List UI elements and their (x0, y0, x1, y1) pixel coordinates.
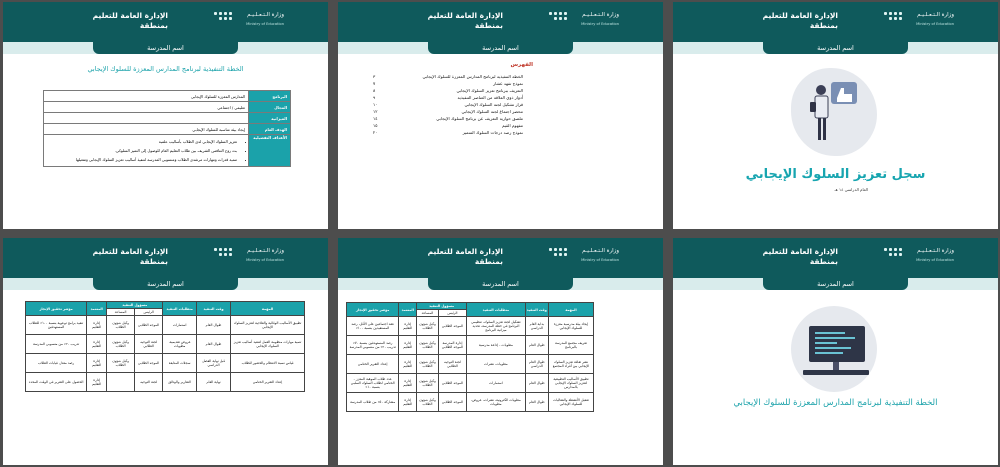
page-header (3, 238, 328, 278)
col-main: الرئيس (134, 309, 162, 316)
cell-assist (107, 373, 135, 392)
toc-item-label: قرار تشكيل لجنة السلوك الإيجابي (464, 102, 523, 107)
ministry-name: وزارة الـتـعـلـيـم (917, 12, 954, 18)
info-value: المدارس المعززة للسلوك الإيجابي (44, 91, 249, 102)
cell-req: مطويات، نشرات (467, 355, 526, 374)
cell-assist: وكيل شؤون الطلاب (417, 336, 439, 355)
cell-req: استمارات (467, 374, 526, 393)
toc-item[interactable] (373, 94, 523, 101)
cell-indicator: عقد اجتماعين على الأقل، رصد المستفيدين بنسبة ١٠٠٪ (347, 317, 399, 336)
toc-item-page: ٧ (373, 81, 376, 86)
dept-line2: بمنطقة (474, 21, 503, 31)
cell-time: طوال العام الدراسي (525, 355, 548, 374)
cell-req: مطويات - إذاعة مدرسية (467, 336, 526, 355)
info-label: الهدف العام (249, 124, 291, 135)
page-plan-title (673, 238, 998, 465)
toc-heading: الفهرس (510, 62, 533, 68)
toc-item[interactable] (373, 122, 523, 129)
toc-item[interactable] (373, 73, 523, 80)
col-assistant: المساعد (107, 309, 135, 316)
col-time: وقت التنفيذ (525, 303, 548, 317)
school-name-tab: اسم المدرسة (763, 42, 908, 54)
toc-item-label: مفهوم القيم (502, 123, 523, 128)
logo-mark-icon (543, 248, 567, 258)
ministry-name: وزارة الـتـعـلـيـم (917, 248, 954, 254)
cell-time: نهاية العام (196, 373, 230, 392)
plan-title: الخطة التنفيذية لبرنامج المدارس المعززة للسلوك الإيجابي (733, 398, 938, 408)
toc-item-label: نموذج تفهد عشار (493, 81, 523, 86)
info-row (44, 102, 291, 113)
header-band (338, 42, 663, 54)
objective-item: • تعزيز السلوك الإيجابي لدى الطلاب بأساليب علمية (47, 139, 237, 144)
page-cover (673, 2, 998, 229)
cell-main: الموجه الطلابي (134, 354, 162, 373)
col-indicator: مؤشر تحقيق الإنجاز (26, 302, 87, 316)
cell-time: طوال العام (525, 393, 548, 412)
dept-line2: بمنطقة (809, 257, 838, 267)
col-main: الرئيس (438, 310, 466, 317)
department-name (763, 247, 838, 267)
col-time: وقت التنفيذ (196, 302, 230, 316)
toc-item-page: ٩ (373, 95, 376, 100)
cell-time: طوال العام (525, 374, 548, 393)
cell-main: لجنة التوجيه الطلابي (134, 335, 162, 354)
toc-item[interactable] (373, 80, 523, 87)
cell-assist: وكيل شؤون الطلاب (417, 374, 439, 393)
cell-task: قياس نسبة الانتظام والحضور للطلاب (231, 354, 305, 373)
cell-approver: إدارة التعليم (399, 336, 417, 355)
department-name (428, 247, 503, 267)
cell-task: تطبيق الأساليب الوقائية والعلاجية لتعزيز السلوك الإيجابي (231, 316, 305, 335)
dept-line2: بمنطقة (139, 21, 168, 31)
logo-mark-icon (878, 12, 902, 22)
school-name-tab: اسم المدرسة (93, 278, 238, 290)
cell-indicator: إعداد التقرير الختامي (347, 355, 399, 374)
table-row (347, 317, 594, 336)
col-indicator: مؤشر تحقيق الإنجاز (347, 303, 399, 317)
cell-main: الموجه الطلابي (438, 317, 466, 336)
logo-mark-icon (543, 12, 567, 22)
toc-item-page: ٣ (373, 74, 376, 79)
cell-indicator: عدد طلاب الموهبة المعزز - الختامي لطلاب السلوك السلبي بنسبة ١٠٪ (347, 374, 399, 393)
dept-line1: الإدارة العامة للتعليم (762, 11, 838, 20)
toc-item-label: نموذج رصد درجات السلوك المتميز (462, 130, 523, 135)
ministry-name-en: Ministry of Education (916, 22, 954, 26)
dept-line1: الإدارة العامة للتعليم (427, 247, 503, 256)
ministry-name-en: Ministry of Education (581, 258, 619, 262)
table-row (26, 335, 305, 354)
toc-item-page: ٨ (373, 88, 376, 93)
toc-item-label: ملصق حوارية التعريف عن برنامج السلوك الإيجابي (436, 116, 523, 121)
cell-main: لجنة التوجيه الطلابي (438, 355, 466, 374)
ministry-name: وزارة الـتـعـلـيـم (582, 248, 619, 254)
cell-time: بداية العام الدراسي (525, 317, 548, 336)
school-name-tab: اسم المدرسة (428, 278, 573, 290)
cell-assist: وكيل شؤون الطلاب (107, 316, 135, 335)
cell-indicator: تنفيذ برامج توعوية بنسبة ١٠٠٪ للطلاب المستهدفين (26, 316, 87, 335)
table-row (347, 355, 594, 374)
info-label: البرنامج (249, 91, 291, 102)
objectives-list (47, 139, 245, 162)
school-name-tab: اسم المدرسة (428, 42, 573, 54)
cell-approver: إدارة التعليم (399, 374, 417, 393)
cover-title: سجل تعزيز السلوك الإيجابي (745, 167, 926, 182)
cell-indicator: مشاركة ٥٠٪ من طلاب المدرسة (347, 393, 399, 412)
cell-indicator: تدريب ٢٠٪ من منسوبي المدرسة (26, 335, 87, 354)
cell-time: قبل نهاية الفصل الدراسي (196, 354, 230, 373)
cell-req: استمارات (163, 316, 197, 335)
ministry-name-en: Ministry of Education (581, 22, 619, 26)
cell-time: طوال العام (196, 316, 230, 335)
cell-req: مطويات الكترونية، نشرات، عروض، مطويات (467, 393, 526, 412)
ministry-name: وزارة الـتـعـلـيـم (247, 248, 284, 254)
academic-year: العام الدراسي ١٤ هـ (834, 187, 868, 192)
page-header (3, 2, 328, 42)
col-task: المهمة (548, 303, 593, 317)
execution-plan-table (346, 302, 594, 412)
table-row (347, 393, 594, 412)
page-plan-info (3, 2, 328, 229)
cell-task: تطبيق الأساليب التطبيقية لتعزيز السلوك الإيجابي بالمدارس (548, 374, 593, 393)
cell-approver: إدارة التعليم (399, 355, 417, 374)
dept-line1: الإدارة العامة للتعليم (762, 247, 838, 256)
toc-item-page: ٢٠ (373, 130, 378, 135)
info-row (44, 113, 291, 124)
ministry-logo (876, 10, 954, 34)
objectives-label: الأهداف التفصيلية (249, 135, 291, 167)
school-name-tab: اسم المدرسة (763, 278, 908, 290)
department-name (93, 247, 168, 267)
ministry-name-en: Ministry of Education (246, 258, 284, 262)
page-header (338, 238, 663, 278)
info-row (44, 91, 291, 102)
page-header (338, 2, 663, 42)
toc-item[interactable] (373, 87, 523, 94)
cell-task: إيجاد بيئة مدرسية معززة للسلوك الإيجابي (548, 317, 593, 336)
page-toc (338, 2, 663, 229)
cell-req: عروض تقديمية، مطويات (163, 335, 197, 354)
col-task: المهمة (231, 302, 305, 316)
program-info-table (43, 90, 291, 167)
info-label: المجال (249, 102, 291, 113)
logo-mark-icon (208, 12, 232, 22)
ministry-logo (206, 10, 284, 34)
cell-indicator: الحصول على التقرير في الوقت المحدد (26, 373, 87, 392)
execution-plan-table (25, 301, 305, 392)
header-band (673, 42, 998, 54)
cell-approver: إدارة التعليم (399, 317, 417, 336)
ministry-name-en: Ministry of Education (916, 258, 954, 262)
cell-main: الموجه الطلابي (438, 393, 466, 412)
dept-line2: بمنطقة (139, 257, 168, 267)
objectives-row (44, 135, 291, 167)
cell-task: تنمية مهارات منظومة العمل لتنفيذ أساليب تعزيز السلوك الإيجابي (231, 335, 305, 354)
toc-item-page: ١٠ (373, 102, 378, 107)
cell-approver: إدارة التعليم (87, 335, 107, 354)
cell-assist: وكيل شؤون الطلاب (417, 355, 439, 374)
info-row (44, 124, 291, 135)
cell-main: الموجه الطلابي (438, 374, 466, 393)
table-row (26, 316, 305, 335)
toc-item-label: التعريف ببرنامج تعزيز السلوك الإيجابي (456, 88, 523, 93)
header-band (338, 278, 663, 290)
page-plan-table-2 (3, 238, 328, 465)
page-header (673, 2, 998, 42)
info-value (44, 113, 249, 124)
monitor-icon (809, 326, 865, 362)
ministry-name: وزارة الـتـعـلـيـم (582, 12, 619, 18)
ministry-logo (541, 246, 619, 270)
cell-approver: إدارة التعليم (87, 316, 107, 335)
cell-req: سجلات المتابعة (163, 354, 197, 373)
toc-item-label: محضر اجتماع لجنة السلوك الإيجابي (461, 109, 523, 114)
toc-item-label: أدوار ذوي العلاقة من العناصر التنفيذية (457, 95, 523, 100)
cell-task: إعداد التقرير الختامي (231, 373, 305, 392)
info-label: الميزانية (249, 113, 291, 124)
table-row (347, 336, 594, 355)
table-row (26, 354, 305, 373)
dept-line1: الإدارة العامة للتعليم (92, 11, 168, 20)
col-approver: المعتمد (399, 303, 417, 317)
cell-approver: إدارة التعليم (399, 393, 417, 412)
objectives-value (44, 135, 249, 167)
dept-line1: الإدارة العامة للتعليم (92, 247, 168, 256)
header-band (3, 42, 328, 54)
cell-task: تفعيل الأنشطة والفعاليات للسلوك الإيجابي (548, 393, 593, 412)
toc-item[interactable] (373, 115, 523, 122)
ministry-name: وزارة الـتـعـلـيـم (247, 12, 284, 18)
cell-task: نشر ثقافة تعزيز السلوك الإيجابي بين أفراد المجتمع (548, 355, 593, 374)
col-requirements: متطلبات التنفيذ (467, 303, 526, 317)
ministry-logo (876, 246, 954, 270)
col-assistant: المساعد (417, 310, 439, 317)
toc-item-label: الخطة التنفيذية لبرنامج المدارس المعززة للسلوك الإيجابي (422, 74, 523, 79)
cell-indicator: رصد المستهدفين بنسبة ٧٠٪ تدريب ٢٠٪ من منسوبي المدرسة (347, 336, 399, 355)
cell-assist: وكيل شؤون الطلاب (107, 335, 135, 354)
plan-title: الخطة التنفيذية لبرنامج المدارس المعززة للسلوك الإيجابي (87, 65, 244, 73)
logo-mark-icon (208, 248, 232, 258)
cell-main: لجنة التوجيه (134, 373, 162, 392)
col-responsible: مسؤول التنفيذ (107, 302, 163, 309)
cell-time: طوال العام (196, 335, 230, 354)
toc-item[interactable] (373, 101, 523, 108)
header-band (673, 278, 998, 290)
cell-req: التقارير والوثائق (163, 373, 197, 392)
toc-item[interactable] (373, 129, 523, 136)
page-header (673, 238, 998, 278)
cell-task: تعريف مجتمع المدرسة بالبرنامج (548, 336, 593, 355)
header-band (3, 278, 328, 290)
cell-indicator: رصد معدل غيابات الطلاب (26, 354, 87, 373)
cell-main: إدارة المدرسة الموجه الطلابي (438, 336, 466, 355)
objective-item: • تنمية قدرات ومهارات مرشدي الطلاب ومنسوبي المدرسة لتنفيذ أساليب تعزيز السلوك الإيجابي وتفعيلها (47, 157, 237, 162)
info-value: تعليمي / اجتماعي (44, 102, 249, 113)
toc-list (373, 73, 523, 136)
keyboard-icon (803, 370, 869, 375)
cell-main: الموجه الطلابي (134, 316, 162, 335)
toc-item-page: ١٤ (373, 116, 378, 121)
col-requirements: متطلبات التنفيذ (163, 302, 197, 316)
ministry-logo (206, 246, 284, 270)
cell-time: طوال العام (525, 336, 548, 355)
logo-mark-icon (878, 248, 902, 258)
ministry-logo (541, 10, 619, 34)
dept-line2: بمنطقة (474, 257, 503, 267)
table-row (347, 374, 594, 393)
cell-approver: إدارة التعليم (87, 373, 107, 392)
info-value: إيجاد بيئة مناسبة للسلوك الإيجابي (44, 124, 249, 135)
dept-line1: الإدارة العامة للتعليم (427, 11, 503, 20)
department-name (93, 11, 168, 31)
cell-assist: وكيل شؤون الطلاب (417, 317, 439, 336)
cell-approver: إدارة التعليم (87, 354, 107, 373)
department-name (763, 11, 838, 31)
cell-req: تشكيل لجنة تعزيز السلوك، تنظيمي البرنامج في خطة المدرسة، تحديد ميزانية البرنامج (467, 317, 526, 336)
cell-assist: وكيل شؤون الطلاب (417, 393, 439, 412)
col-approver: المعتمد (87, 302, 107, 316)
toc-item-page: ١٥ (373, 123, 378, 128)
page-plan-table-1 (338, 238, 663, 465)
toc-item[interactable] (373, 108, 523, 115)
thumbs-up-illustration (791, 68, 877, 156)
department-name (428, 11, 503, 31)
school-name-tab: اسم المدرسة (93, 42, 238, 54)
cell-assist: وكيل شؤون الطلاب (107, 354, 135, 373)
dept-line2: بمنطقة (809, 21, 838, 31)
ministry-name-en: Ministry of Education (246, 22, 284, 26)
computer-illustration (791, 306, 877, 392)
table-row (26, 373, 305, 392)
objective-item: • بث روح التنافس الشريف بين طلاب التعليم العام للوصول إلى التميز السلوكي. (47, 148, 237, 153)
col-responsible: مسؤول التنفيذ (417, 303, 467, 310)
toc-item-page: ١٢ (373, 109, 378, 114)
